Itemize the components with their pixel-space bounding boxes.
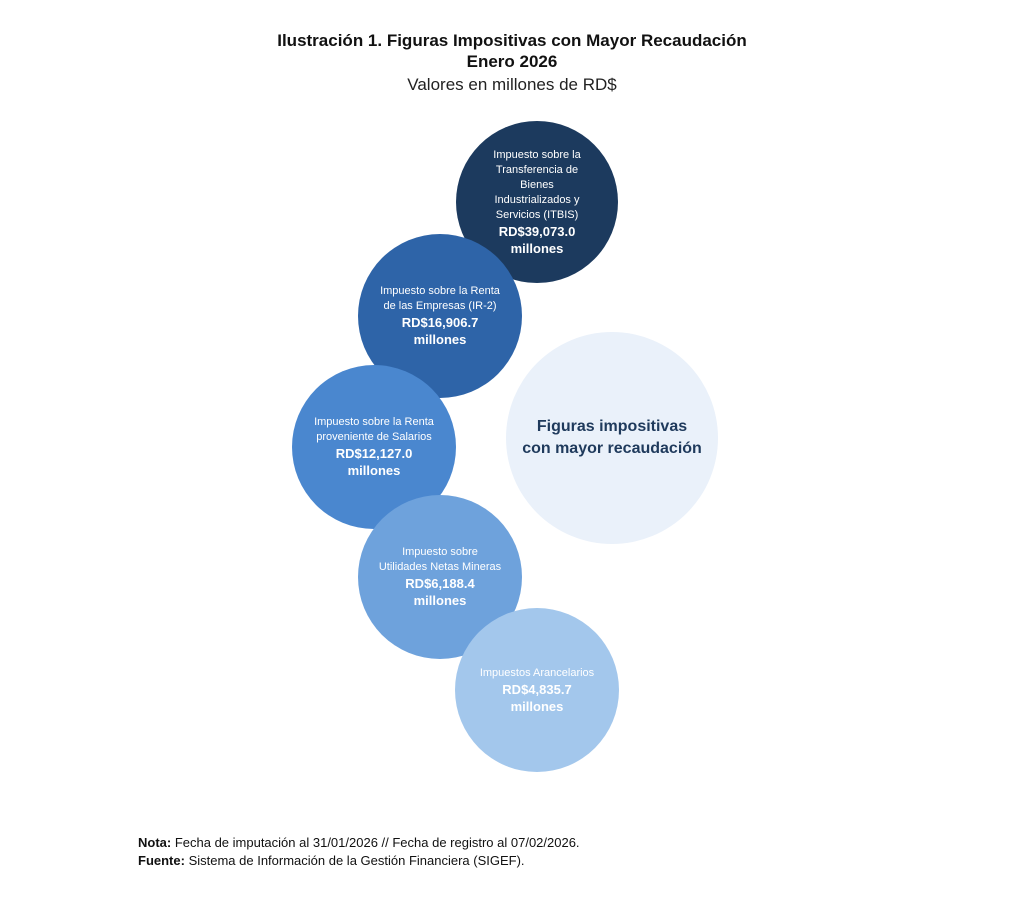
- footer-nota: [138, 834, 580, 852]
- bubble-label-line: Utilidades Netas Mineras: [378, 561, 502, 573]
- figure-subtitle: Valores en millones de RD$: [407, 75, 617, 94]
- nota-label: Nota:: [138, 835, 172, 850]
- bubble-label-line: Impuesto sobre la Renta: [314, 416, 434, 428]
- bubble-arancelarios: [455, 608, 619, 772]
- bubble-center: [506, 332, 718, 544]
- fuente-label: Fuente:: [138, 853, 185, 868]
- bubble-label-line: Transferencia de Bienes: [495, 163, 579, 191]
- bubble-label-line: Impuesto sobre la Renta: [380, 285, 500, 297]
- bubble-unit: millones: [413, 332, 467, 347]
- figure-period: Enero 2026: [466, 52, 558, 71]
- footer-fuente: [138, 852, 580, 870]
- bubble-unit: millones: [510, 698, 564, 714]
- bubble-value: RD$12,127.0: [335, 446, 413, 461]
- center-line: Figuras impositivas: [536, 418, 688, 435]
- figure-footer: [138, 834, 580, 870]
- bubble-label-line: Impuesto sobre: [402, 546, 478, 558]
- bubble-value: RD$39,073.0: [498, 223, 576, 239]
- bubble-value: RD$4,835.7: [502, 681, 572, 697]
- bubble-unit: millones: [510, 240, 564, 256]
- bubble-label-line: Servicios (ITBIS): [495, 208, 579, 221]
- bubble-label-line: proveniente de Salarios: [316, 431, 432, 443]
- bubble-label-line: Impuesto sobre la: [493, 148, 581, 161]
- center-line: con mayor recaudación: [522, 440, 702, 457]
- bubble-value: RD$6,188.4: [405, 576, 475, 591]
- bubble-unit: millones: [413, 593, 467, 608]
- figure-header: [0, 30, 1024, 97]
- figure-title: Ilustración 1. Figuras Impositivas con Mayor Recaudación: [277, 31, 747, 50]
- fuente-text: Sistema de Información de la Gestión Financiera (SIGEF).: [184, 853, 525, 868]
- bubble-label-line: de las Empresas (IR-2): [383, 300, 497, 312]
- bubble-label-line: Impuestos Arancelarios: [479, 666, 595, 679]
- nota-text: Fecha de imputación al 31/01/2026 // Fecha de registro al 07/02/2026.: [171, 835, 580, 850]
- bubble-value: RD$16,906.7: [401, 315, 479, 330]
- bubble-unit: millones: [347, 463, 401, 478]
- bubble-label-line: Industrializados y: [494, 193, 580, 206]
